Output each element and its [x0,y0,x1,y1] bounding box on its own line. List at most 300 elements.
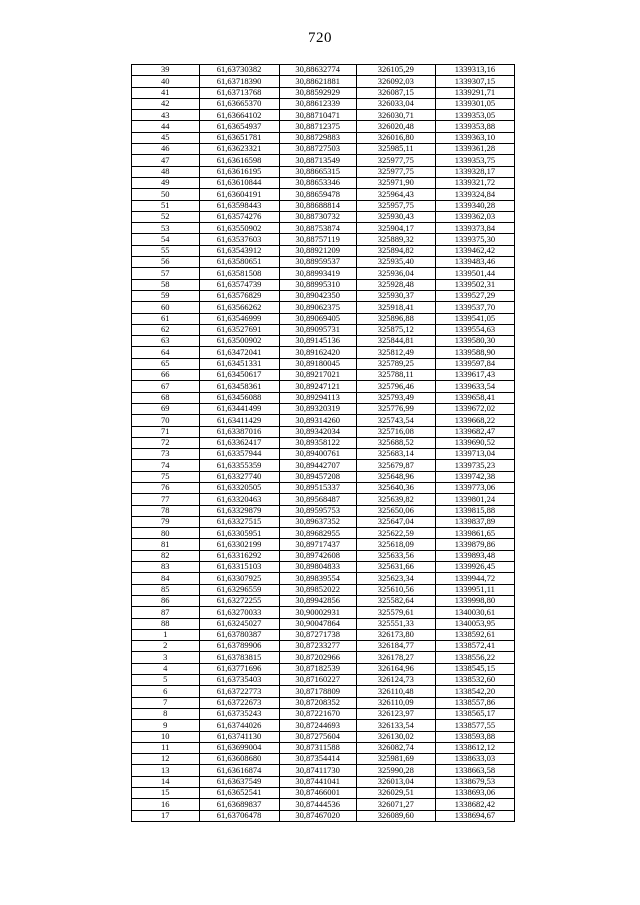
table-row [132,494,515,505]
table-row [132,550,515,561]
latitude-cell: 61,63651781 [199,132,279,143]
longitude-cell: 30,89742608 [279,550,356,561]
y-coordinate-cell: 1339361,28 [435,144,514,155]
table-row [132,765,515,776]
longitude-cell: 30,89247121 [279,381,356,392]
x-coordinate-cell: 325904,17 [356,223,435,234]
latitude-cell: 61,63741130 [199,731,279,742]
x-coordinate-cell: 325990,28 [356,765,435,776]
x-coordinate-cell: 326173,80 [356,629,435,640]
table-row [132,279,515,290]
latitude-cell: 61,63316292 [199,550,279,561]
x-coordinate-cell: 325579,61 [356,607,435,618]
latitude-cell: 61,63771696 [199,663,279,674]
table-row [132,403,515,414]
latitude-cell: 61,63706478 [199,810,279,821]
longitude-cell: 30,89682955 [279,528,356,539]
y-coordinate-cell: 1339375,30 [435,234,514,245]
table-row [132,754,515,765]
table-row [132,336,515,347]
table-row [132,471,515,482]
point-number-cell: 1 [132,629,200,640]
table-row [132,211,515,222]
latitude-cell: 61,63580651 [199,257,279,268]
longitude-cell: 30,88921209 [279,245,356,256]
y-coordinate-cell: 1340053,95 [435,618,514,629]
table-row [132,257,515,268]
x-coordinate-cell: 326123,97 [356,708,435,719]
x-coordinate-cell: 325977,75 [356,155,435,166]
table-row [132,629,515,640]
longitude-cell: 30,89942856 [279,595,356,606]
x-coordinate-cell: 325622,59 [356,528,435,539]
longitude-cell: 30,87354414 [279,754,356,765]
coordinates-table [131,64,515,822]
point-number-cell: 86 [132,595,200,606]
x-coordinate-cell: 325650,06 [356,505,435,516]
longitude-cell: 30,89095731 [279,324,356,335]
longitude-cell: 30,88753874 [279,223,356,234]
latitude-cell: 61,63302199 [199,539,279,550]
table-row [132,528,515,539]
point-number-cell: 2 [132,641,200,652]
y-coordinate-cell: 1339588,90 [435,347,514,358]
y-coordinate-cell: 1339742,38 [435,471,514,482]
y-coordinate-cell: 1338663,58 [435,765,514,776]
x-coordinate-cell: 326092,03 [356,76,435,87]
latitude-cell: 61,63458361 [199,381,279,392]
longitude-cell: 30,88688814 [279,200,356,211]
latitude-cell: 61,63315103 [199,562,279,573]
y-coordinate-cell: 1338532,60 [435,675,514,686]
table-row [132,155,515,166]
x-coordinate-cell: 325930,43 [356,211,435,222]
table-row [132,132,515,143]
x-coordinate-cell: 325889,32 [356,234,435,245]
latitude-cell: 61,63699004 [199,742,279,753]
latitude-cell: 61,63581508 [199,268,279,279]
y-coordinate-cell: 1339951,11 [435,584,514,595]
longitude-cell: 30,89400761 [279,449,356,460]
table-row [132,245,515,256]
point-number-cell: 14 [132,776,200,787]
point-number-cell: 11 [132,742,200,753]
table-row [132,539,515,550]
x-coordinate-cell: 325844,81 [356,336,435,347]
point-number-cell: 79 [132,516,200,527]
point-number-cell: 72 [132,437,200,448]
y-coordinate-cell: 1339944,72 [435,573,514,584]
latitude-cell: 61,63362417 [199,437,279,448]
point-number-cell: 15 [132,788,200,799]
y-coordinate-cell: 1339893,48 [435,550,514,561]
x-coordinate-cell: 325631,66 [356,562,435,573]
longitude-cell: 30,88729883 [279,132,356,143]
latitude-cell: 61,63789906 [199,641,279,652]
point-number-cell: 76 [132,482,200,493]
x-coordinate-cell: 325647,04 [356,516,435,527]
y-coordinate-cell: 1339324,84 [435,189,514,200]
latitude-cell: 61,63780387 [199,629,279,640]
point-number-cell: 88 [132,618,200,629]
latitude-cell: 61,63744026 [199,720,279,731]
point-number-cell: 68 [132,392,200,403]
x-coordinate-cell: 325957,75 [356,200,435,211]
longitude-cell: 30,87182539 [279,663,356,674]
table-row [132,189,515,200]
x-coordinate-cell: 325551,33 [356,618,435,629]
x-coordinate-cell: 325688,52 [356,437,435,448]
longitude-cell: 30,89568487 [279,494,356,505]
latitude-cell: 61,63543912 [199,245,279,256]
latitude-cell: 61,63500902 [199,336,279,347]
table-row [132,121,515,132]
table-row [132,562,515,573]
point-number-cell: 40 [132,76,200,87]
longitude-cell: 30,89162420 [279,347,356,358]
y-coordinate-cell: 1338612,12 [435,742,514,753]
x-coordinate-cell: 325796,46 [356,381,435,392]
longitude-cell: 30,88713549 [279,155,356,166]
y-coordinate-cell: 1339502,31 [435,279,514,290]
table-row [132,381,515,392]
latitude-cell: 61,63689837 [199,799,279,810]
x-coordinate-cell: 326089,60 [356,810,435,821]
x-coordinate-cell: 326130,02 [356,731,435,742]
point-number-cell: 77 [132,494,200,505]
point-number-cell: 42 [132,98,200,109]
latitude-cell: 61,63722773 [199,686,279,697]
y-coordinate-cell: 1339527,29 [435,290,514,301]
y-coordinate-cell: 1339998,80 [435,595,514,606]
x-coordinate-cell: 325633,56 [356,550,435,561]
y-coordinate-cell: 1339580,30 [435,336,514,347]
point-number-cell: 57 [132,268,200,279]
table-row [132,370,515,381]
x-coordinate-cell: 325930,37 [356,290,435,301]
y-coordinate-cell: 1338682,42 [435,799,514,810]
point-number-cell: 75 [132,471,200,482]
point-number-cell: 41 [132,87,200,98]
y-coordinate-cell: 1339353,05 [435,110,514,121]
y-coordinate-cell: 1339301,05 [435,98,514,109]
longitude-cell: 30,89042350 [279,290,356,301]
x-coordinate-cell: 325875,12 [356,324,435,335]
longitude-cell: 30,89069405 [279,313,356,324]
table-row [132,708,515,719]
x-coordinate-cell: 325776,99 [356,403,435,414]
y-coordinate-cell: 1339353,88 [435,121,514,132]
longitude-cell: 30,89839554 [279,573,356,584]
point-number-cell: 3 [132,652,200,663]
point-number-cell: 13 [132,765,200,776]
table-row [132,697,515,708]
y-coordinate-cell: 1339926,45 [435,562,514,573]
y-coordinate-cell: 1338694,67 [435,810,514,821]
x-coordinate-cell: 325716,08 [356,426,435,437]
x-coordinate-cell: 326110,09 [356,697,435,708]
point-number-cell: 10 [132,731,200,742]
x-coordinate-cell: 325935,40 [356,257,435,268]
y-coordinate-cell: 1340030,61 [435,607,514,618]
latitude-cell: 61,63664102 [199,110,279,121]
longitude-cell: 30,90002931 [279,607,356,618]
page-number: 720 [308,30,332,46]
latitude-cell: 61,63574739 [199,279,279,290]
latitude-cell: 61,63472041 [199,347,279,358]
point-number-cell: 5 [132,675,200,686]
point-number-cell: 4 [132,663,200,674]
x-coordinate-cell: 325743,54 [356,415,435,426]
x-coordinate-cell: 325683,14 [356,449,435,460]
point-number-cell: 45 [132,132,200,143]
x-coordinate-cell: 326016,80 [356,132,435,143]
longitude-cell: 30,89217021 [279,370,356,381]
longitude-cell: 30,87244693 [279,720,356,731]
latitude-cell: 61,63598443 [199,200,279,211]
x-coordinate-cell: 325648,96 [356,471,435,482]
y-coordinate-cell: 1339554,63 [435,324,514,335]
longitude-cell: 30,88592929 [279,87,356,98]
x-coordinate-cell: 325894,82 [356,245,435,256]
latitude-cell: 61,63357944 [199,449,279,460]
y-coordinate-cell: 1338565,17 [435,708,514,719]
x-coordinate-cell: 326071,27 [356,799,435,810]
latitude-cell: 61,63270033 [199,607,279,618]
table-row [132,449,515,460]
longitude-cell: 30,89320319 [279,403,356,414]
point-number-cell: 73 [132,449,200,460]
point-number-cell: 66 [132,370,200,381]
point-number-cell: 64 [132,347,200,358]
x-coordinate-cell: 326164,96 [356,663,435,674]
x-coordinate-cell: 325789,25 [356,358,435,369]
y-coordinate-cell: 1338577,55 [435,720,514,731]
point-number-cell: 70 [132,415,200,426]
x-coordinate-cell: 326110,48 [356,686,435,697]
longitude-cell: 30,89314260 [279,415,356,426]
y-coordinate-cell: 1339633,54 [435,381,514,392]
point-number-cell: 47 [132,155,200,166]
x-coordinate-cell: 326033,04 [356,98,435,109]
table-row [132,505,515,516]
latitude-cell: 61,63546999 [199,313,279,324]
latitude-cell: 61,63654937 [199,121,279,132]
point-number-cell: 83 [132,562,200,573]
y-coordinate-cell: 1339291,71 [435,87,514,98]
x-coordinate-cell: 325977,75 [356,166,435,177]
table-row [132,720,515,731]
latitude-cell: 61,63608680 [199,754,279,765]
x-coordinate-cell: 325679,87 [356,460,435,471]
longitude-cell: 30,89180045 [279,358,356,369]
latitude-cell: 61,63245027 [199,618,279,629]
point-number-cell: 17 [132,810,200,821]
table-row [132,731,515,742]
table-row [132,595,515,606]
longitude-cell: 30,87178809 [279,686,356,697]
point-number-cell: 9 [132,720,200,731]
table-row [132,742,515,753]
point-number-cell: 49 [132,177,200,188]
longitude-cell: 30,89294113 [279,392,356,403]
longitude-cell: 30,88665315 [279,166,356,177]
table-row [132,788,515,799]
y-coordinate-cell: 1339537,70 [435,302,514,313]
y-coordinate-cell: 1339363,10 [435,132,514,143]
point-number-cell: 84 [132,573,200,584]
longitude-cell: 30,88653346 [279,177,356,188]
latitude-cell: 61,63272255 [199,595,279,606]
y-coordinate-cell: 1338557,86 [435,697,514,708]
table-row [132,415,515,426]
table-row [132,799,515,810]
table-row [132,234,515,245]
longitude-cell: 30,89442707 [279,460,356,471]
longitude-cell: 30,88659478 [279,189,356,200]
point-number-cell: 87 [132,607,200,618]
latitude-cell: 61,63783815 [199,652,279,663]
point-number-cell: 61 [132,313,200,324]
table-row [132,392,515,403]
x-coordinate-cell: 326178,27 [356,652,435,663]
longitude-cell: 30,87466001 [279,788,356,799]
point-number-cell: 85 [132,584,200,595]
longitude-cell: 30,89457208 [279,471,356,482]
longitude-cell: 30,90047864 [279,618,356,629]
table-row [132,302,515,313]
point-number-cell: 50 [132,189,200,200]
y-coordinate-cell: 1338679,53 [435,776,514,787]
x-coordinate-cell: 326105,29 [356,65,435,76]
latitude-cell: 61,63576829 [199,290,279,301]
table-row [132,166,515,177]
table-row [132,347,515,358]
x-coordinate-cell: 325582,64 [356,595,435,606]
point-number-cell: 58 [132,279,200,290]
table-row [132,110,515,121]
table-row [132,686,515,697]
longitude-cell: 30,88612339 [279,98,356,109]
point-number-cell: 78 [132,505,200,516]
table-row [132,607,515,618]
longitude-cell: 30,87441041 [279,776,356,787]
latitude-cell: 61,63574276 [199,211,279,222]
y-coordinate-cell: 1339321,72 [435,177,514,188]
point-number-cell: 56 [132,257,200,268]
longitude-cell: 30,88730732 [279,211,356,222]
y-coordinate-cell: 1339462,42 [435,245,514,256]
longitude-cell: 30,88621881 [279,76,356,87]
y-coordinate-cell: 1339690,52 [435,437,514,448]
longitude-cell: 30,89595753 [279,505,356,516]
point-number-cell: 81 [132,539,200,550]
longitude-cell: 30,88995310 [279,279,356,290]
x-coordinate-cell: 326133,54 [356,720,435,731]
point-number-cell: 51 [132,200,200,211]
x-coordinate-cell: 325812,49 [356,347,435,358]
point-number-cell: 63 [132,336,200,347]
longitude-cell: 30,89804833 [279,562,356,573]
latitude-cell: 61,63527691 [199,324,279,335]
table-row [132,98,515,109]
longitude-cell: 30,87444536 [279,799,356,810]
point-number-cell: 39 [132,65,200,76]
longitude-cell: 30,88727503 [279,144,356,155]
table-row [132,223,515,234]
y-coordinate-cell: 1339861,65 [435,528,514,539]
point-number-cell: 53 [132,223,200,234]
table-row [132,516,515,527]
longitude-cell: 30,88712375 [279,121,356,132]
table-row [132,290,515,301]
longitude-cell: 30,87160227 [279,675,356,686]
longitude-cell: 30,87233277 [279,641,356,652]
x-coordinate-cell: 325639,82 [356,494,435,505]
x-coordinate-cell: 325928,48 [356,279,435,290]
y-coordinate-cell: 1339682,47 [435,426,514,437]
point-number-cell: 71 [132,426,200,437]
point-number-cell: 7 [132,697,200,708]
latitude-cell: 61,63320505 [199,482,279,493]
point-number-cell: 43 [132,110,200,121]
longitude-cell: 30,89515337 [279,482,356,493]
y-coordinate-cell: 1338593,88 [435,731,514,742]
point-number-cell: 62 [132,324,200,335]
table-row [132,200,515,211]
y-coordinate-cell: 1338633,03 [435,754,514,765]
x-coordinate-cell: 325640,36 [356,482,435,493]
y-coordinate-cell: 1339597,84 [435,358,514,369]
latitude-cell: 61,63713768 [199,87,279,98]
latitude-cell: 61,63327515 [199,516,279,527]
y-coordinate-cell: 1339617,43 [435,370,514,381]
x-coordinate-cell: 326030,71 [356,110,435,121]
x-coordinate-cell: 325981,69 [356,754,435,765]
latitude-cell: 61,63566262 [199,302,279,313]
point-number-cell: 8 [132,708,200,719]
point-number-cell: 65 [132,358,200,369]
table-row [132,437,515,448]
x-coordinate-cell: 325788,11 [356,370,435,381]
longitude-cell: 30,88710471 [279,110,356,121]
y-coordinate-cell: 1339658,41 [435,392,514,403]
point-number-cell: 12 [132,754,200,765]
table-row [132,675,515,686]
point-number-cell: 52 [132,211,200,222]
latitude-cell: 61,63450617 [199,370,279,381]
table-row [132,87,515,98]
y-coordinate-cell: 1339501,44 [435,268,514,279]
point-number-cell: 46 [132,144,200,155]
x-coordinate-cell: 325985,11 [356,144,435,155]
y-coordinate-cell: 1339483,46 [435,257,514,268]
point-number-cell: 48 [132,166,200,177]
longitude-cell: 30,89358122 [279,437,356,448]
latitude-cell: 61,63610844 [199,177,279,188]
point-number-cell: 69 [132,403,200,414]
y-coordinate-cell: 1339353,75 [435,155,514,166]
longitude-cell: 30,89342034 [279,426,356,437]
longitude-cell: 30,87311588 [279,742,356,753]
latitude-cell: 61,63456088 [199,392,279,403]
table-row [132,358,515,369]
y-coordinate-cell: 1338693,06 [435,788,514,799]
x-coordinate-cell: 325610,56 [356,584,435,595]
x-coordinate-cell: 326013,04 [356,776,435,787]
point-number-cell: 82 [132,550,200,561]
table-row [132,177,515,188]
